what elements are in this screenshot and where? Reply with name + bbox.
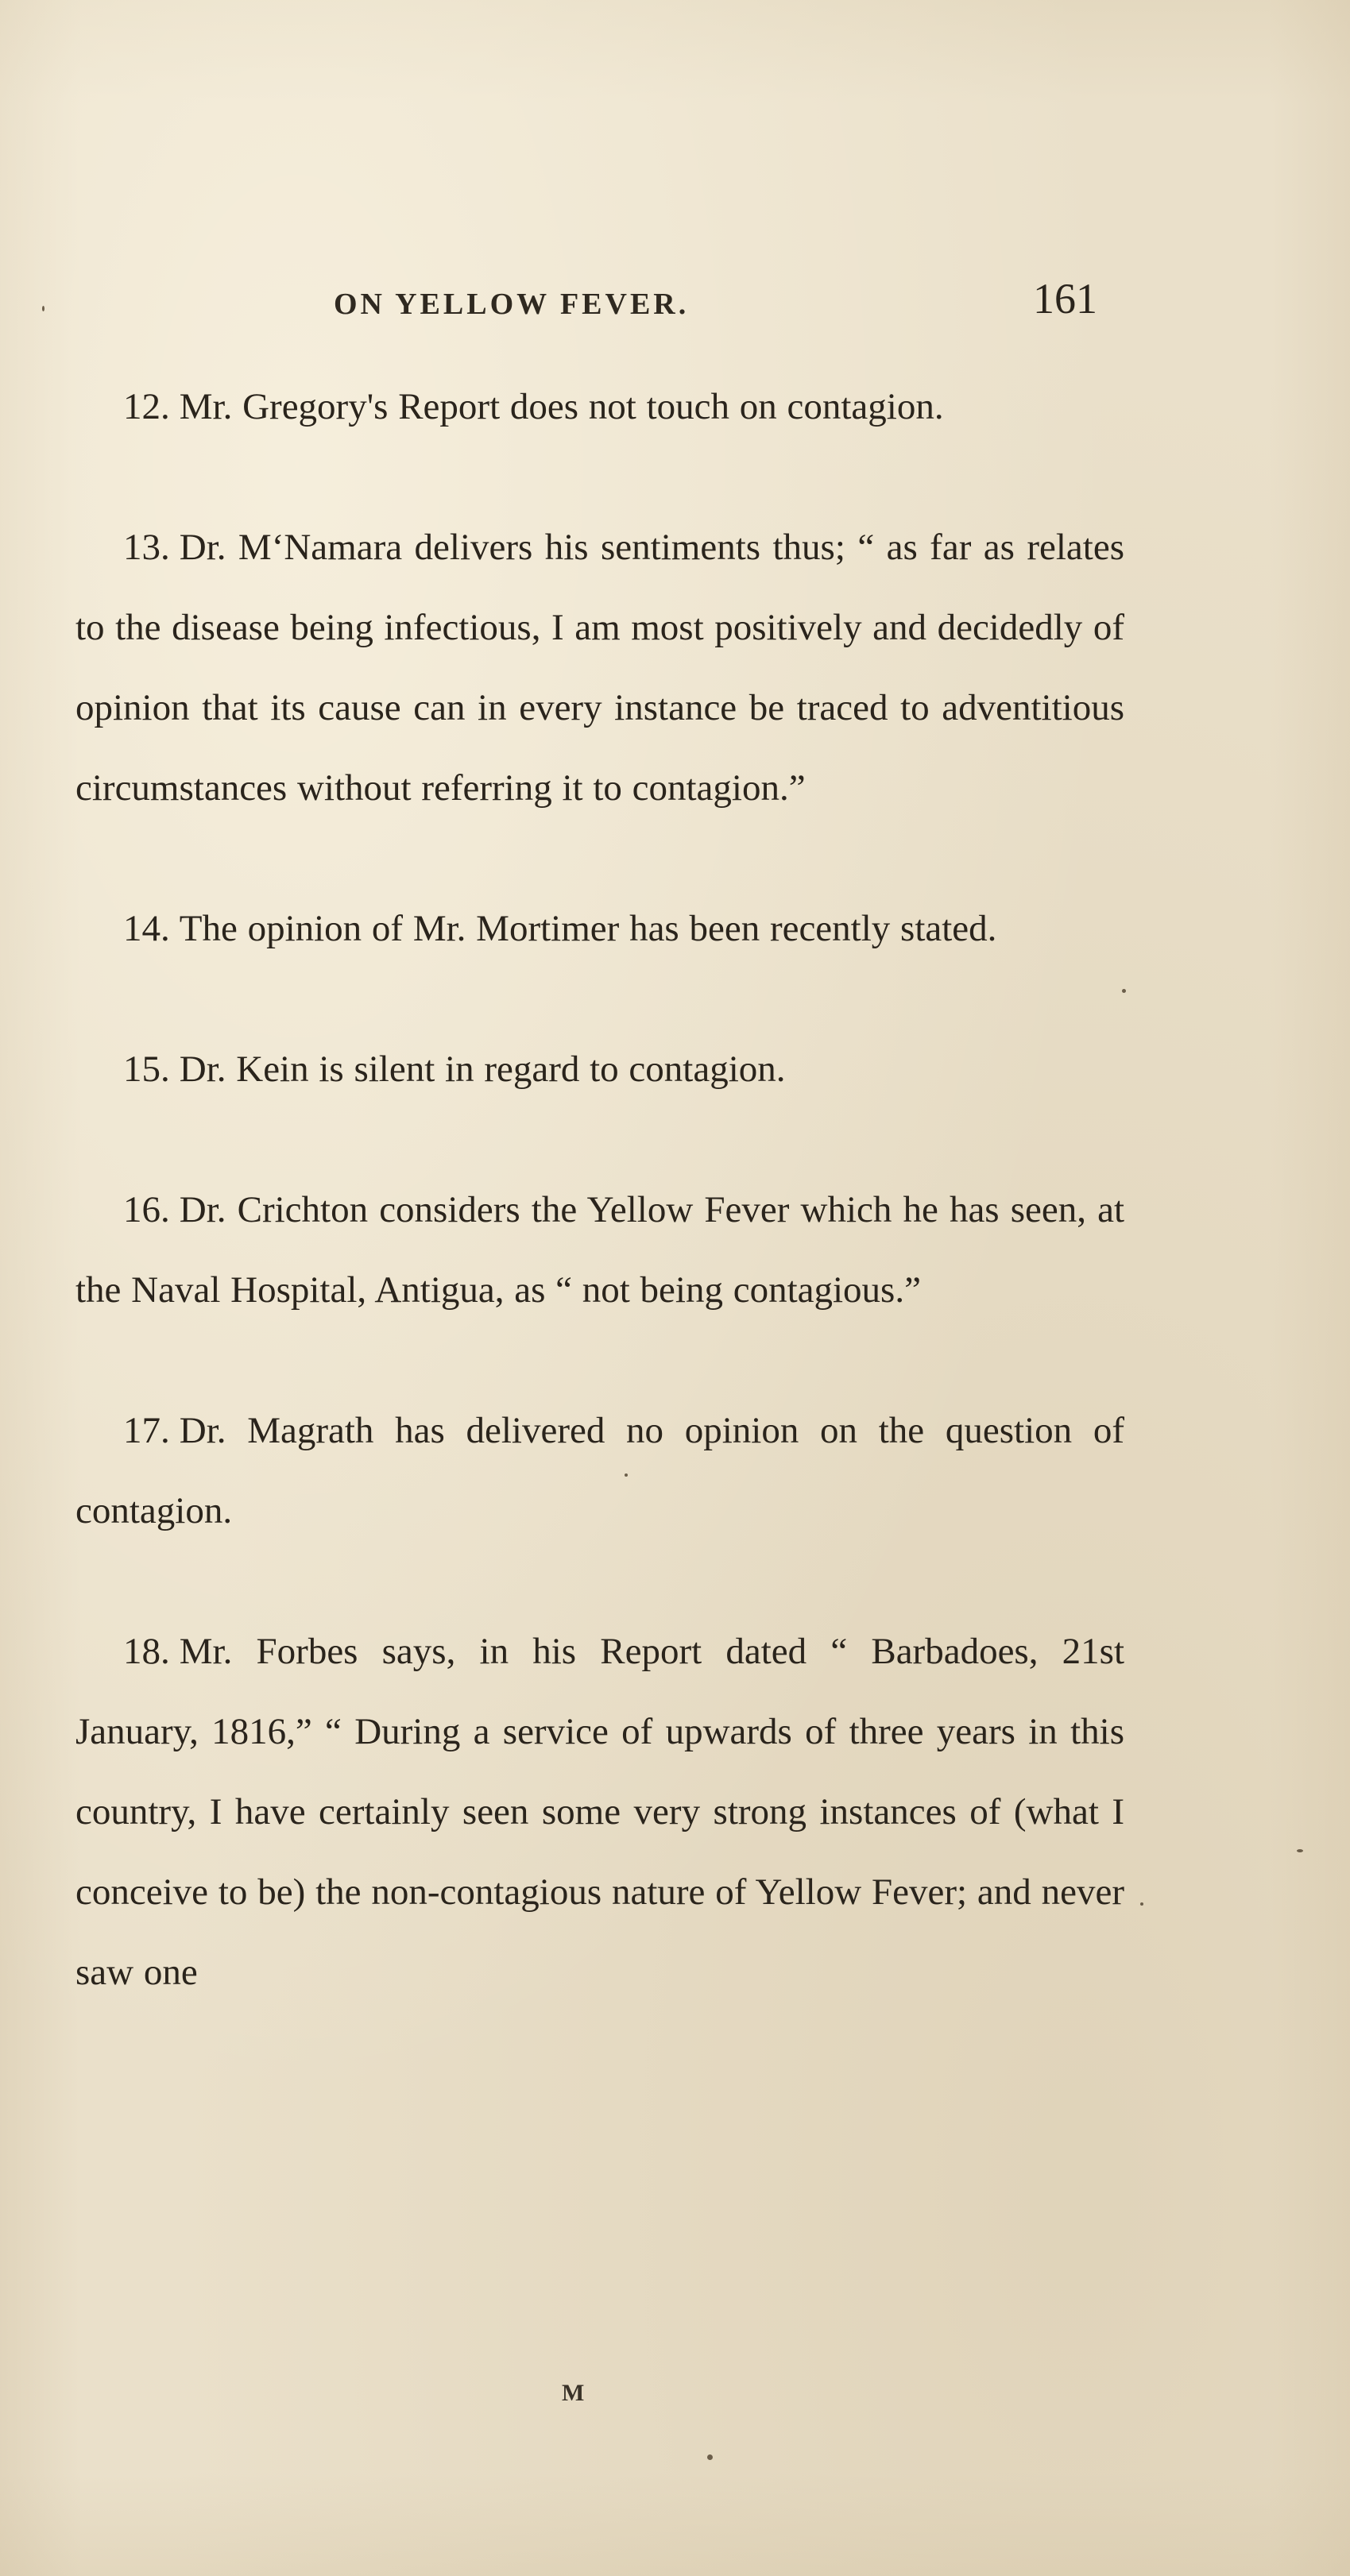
- paragraph-12: [75, 367, 1124, 447]
- paragraph-number: 18.: [123, 1631, 170, 1672]
- paragraph-15: [75, 1029, 1124, 1110]
- paper-speck: [42, 306, 44, 311]
- paragraph-text: Dr. M‘Namara delivers his sentiments thus; “ as far as relates to the disease being infectious, I am most positively and decidedly of opinion that its cause can in every instance be traced to adventitious circumstances without referring it to contagion.”: [75, 527, 1124, 809]
- paper-speck: [1297, 1849, 1303, 1852]
- paragraph-16: [75, 1170, 1124, 1330]
- paragraph-text: Dr. Crichton considers the Yellow Fever which he has seen, at the Naval Hospital, Antigua, as “ not being contagious.”: [75, 1189, 1124, 1311]
- body-text: [75, 367, 1124, 2073]
- paragraph-text: Dr. Kein is silent in regard to contagion.: [179, 1049, 786, 1090]
- running-head: [0, 274, 1350, 346]
- paragraph-number: 14.: [123, 908, 170, 949]
- paragraph-text: Mr. Forbes says, in his Report dated “ Barbadoes, 21st January, 1816,” “ During a service of upwards of three years in this country, I have certainly seen some very strong instances of (what I conceive to be) the non-contagious nature of Yellow Fever; and never saw one: [75, 1631, 1124, 1993]
- paragraph-number: 12.: [123, 386, 170, 427]
- paper-speck: [1140, 1902, 1143, 1906]
- page-number: 161: [1033, 275, 1097, 322]
- paragraph-text: Mr. Gregory's Report does not touch on contagion.: [179, 386, 944, 427]
- paragraph-number: 15.: [123, 1049, 170, 1090]
- paper-speck: [1122, 989, 1126, 993]
- paragraph-number: 13.: [123, 527, 170, 568]
- paragraph-text: The opinion of Mr. Mortimer has been recently stated.: [179, 908, 997, 949]
- paragraph-number: 17.: [123, 1410, 170, 1451]
- paragraph-18: [75, 1612, 1124, 2013]
- paragraph-13: [75, 508, 1124, 828]
- paragraph-17: [75, 1391, 1124, 1551]
- paragraph-14: [75, 889, 1124, 969]
- paragraph-text: Dr. Magrath has delivered no opinion on the question of contagion.: [75, 1410, 1124, 1531]
- signature-mark: M: [562, 2380, 586, 2406]
- running-title: ON YELLOW FEVER.: [334, 288, 690, 321]
- paper-speck: [707, 2454, 713, 2460]
- paragraph-number: 16.: [123, 1189, 170, 1230]
- paper-speck: [625, 1473, 628, 1477]
